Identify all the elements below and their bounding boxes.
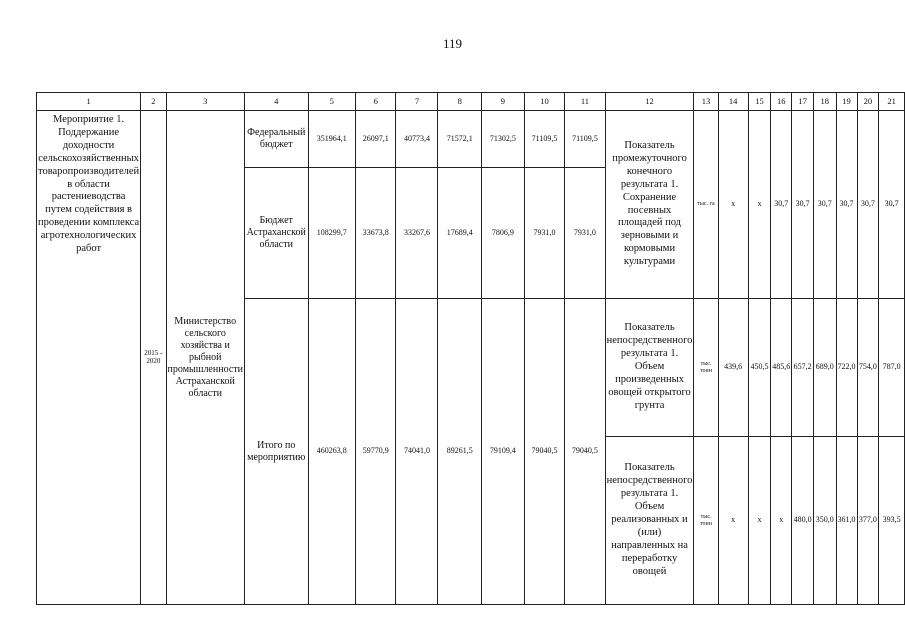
header-row bbox=[37, 93, 905, 111]
table-row bbox=[37, 111, 905, 168]
header-cell: 13 bbox=[694, 93, 718, 111]
indicator-value: 393,5 bbox=[879, 437, 905, 605]
indicator-value: 30,7 bbox=[857, 111, 879, 299]
header-cell: 21 bbox=[879, 93, 905, 111]
page-number: 119 bbox=[442, 36, 463, 51]
header-cell: 19 bbox=[836, 93, 857, 111]
value-cell: 108299,7 bbox=[308, 168, 356, 299]
header-cell: 1 bbox=[37, 93, 141, 111]
funding-source: Федеральный бюджет bbox=[244, 111, 308, 168]
value-cell: 351964,1 bbox=[308, 111, 356, 168]
header-cell: 6 bbox=[356, 93, 396, 111]
funding-source: Бюджет Астраханской области bbox=[244, 168, 308, 299]
value-cell: 33267,6 bbox=[396, 168, 438, 299]
indicator-value: 722,0 bbox=[836, 299, 857, 437]
indicator-name: Показатель промежуточного конечного результата 1. Сохранение посевных площадей под зерновыми и кормовыми культурами bbox=[605, 111, 694, 299]
indicator-value: 30,7 bbox=[771, 111, 792, 299]
value-cell: 33673,8 bbox=[356, 168, 396, 299]
indicator-value: 30,7 bbox=[836, 111, 857, 299]
indicator-value: x bbox=[718, 111, 748, 299]
indicator-value: 439,6 bbox=[718, 299, 748, 437]
value-cell: 7931,0 bbox=[565, 168, 605, 299]
header-cell: 5 bbox=[308, 93, 356, 111]
value-cell: 89261,5 bbox=[438, 299, 482, 605]
header-cell: 14 bbox=[718, 93, 748, 111]
indicator-name: Показатель непосредственного результата 1. Объем реализованных и (или) направленных на переработку овощей bbox=[605, 437, 694, 605]
indicator-value: 480,0 bbox=[792, 437, 814, 605]
header-cell: 4 bbox=[244, 93, 308, 111]
header-cell: 2 bbox=[141, 93, 166, 111]
header-cell: 3 bbox=[166, 93, 244, 111]
indicator-value: 361,0 bbox=[836, 437, 857, 605]
value-cell: 460263,8 bbox=[308, 299, 356, 605]
indicator-value: 689,0 bbox=[814, 299, 837, 437]
indicator-value: 754,0 bbox=[857, 299, 879, 437]
indicator-value: 657,2 bbox=[792, 299, 814, 437]
program-table bbox=[36, 92, 905, 605]
indicator-name: Показатель непосредственного результата 1. Объем произведенных овощей открытого грунта bbox=[605, 299, 694, 437]
indicator-value: x bbox=[748, 437, 771, 605]
value-cell: 26097,1 bbox=[356, 111, 396, 168]
header-cell: 15 bbox=[748, 93, 771, 111]
indicator-value: 30,7 bbox=[879, 111, 905, 299]
funding-source: Итого по мероприятию bbox=[244, 299, 308, 605]
header-cell: 11 bbox=[565, 93, 605, 111]
value-cell: 71572,1 bbox=[438, 111, 482, 168]
header-cell: 12 bbox=[605, 93, 694, 111]
value-cell: 40773,4 bbox=[396, 111, 438, 168]
indicator-value: x bbox=[748, 111, 771, 299]
value-cell: 7806,9 bbox=[481, 168, 524, 299]
value-cell: 71109,5 bbox=[524, 111, 564, 168]
value-cell: 17689,4 bbox=[438, 168, 482, 299]
indicator-unit: тыс. га bbox=[694, 111, 718, 299]
value-cell: 7931,0 bbox=[524, 168, 564, 299]
value-cell: 79040,5 bbox=[565, 299, 605, 605]
indicator-value: 450,5 bbox=[748, 299, 771, 437]
indicator-value: 485,6 bbox=[771, 299, 792, 437]
value-cell: 71109,5 bbox=[565, 111, 605, 168]
indicator-value: 30,7 bbox=[792, 111, 814, 299]
indicator-value: 787,0 bbox=[879, 299, 905, 437]
header-cell: 9 bbox=[481, 93, 524, 111]
header-cell: 16 bbox=[771, 93, 792, 111]
value-cell: 71302,5 bbox=[481, 111, 524, 168]
header-cell: 7 bbox=[396, 93, 438, 111]
header-cell: 20 bbox=[857, 93, 879, 111]
header-cell: 10 bbox=[524, 93, 564, 111]
value-cell: 74041,0 bbox=[396, 299, 438, 605]
header-cell: 8 bbox=[438, 93, 482, 111]
period: 2015 - 2020 bbox=[141, 111, 166, 605]
header-cell: 18 bbox=[814, 93, 837, 111]
indicator-unit: тыс. тонн bbox=[694, 437, 718, 605]
indicator-value: x bbox=[771, 437, 792, 605]
value-cell: 79040,5 bbox=[524, 299, 564, 605]
event-name: Мероприятие 1. Поддержание доходности сельскохозяйственных товаропроизводителей в области растениеводства путем содействия в проведении комплекса агротехнологических работ bbox=[37, 111, 141, 605]
indicator-value: 30,7 bbox=[814, 111, 837, 299]
executor: Министерство сельского хозяйства и рыбной промышленности Астраханской области bbox=[166, 111, 244, 605]
indicator-unit: тыс. тонн bbox=[694, 299, 718, 437]
indicator-value: 377,0 bbox=[857, 437, 879, 605]
header-cell: 17 bbox=[792, 93, 814, 111]
indicator-value: x bbox=[718, 437, 748, 605]
value-cell: 79109,4 bbox=[481, 299, 524, 605]
indicator-value: 350,0 bbox=[814, 437, 837, 605]
value-cell: 59770,9 bbox=[356, 299, 396, 605]
